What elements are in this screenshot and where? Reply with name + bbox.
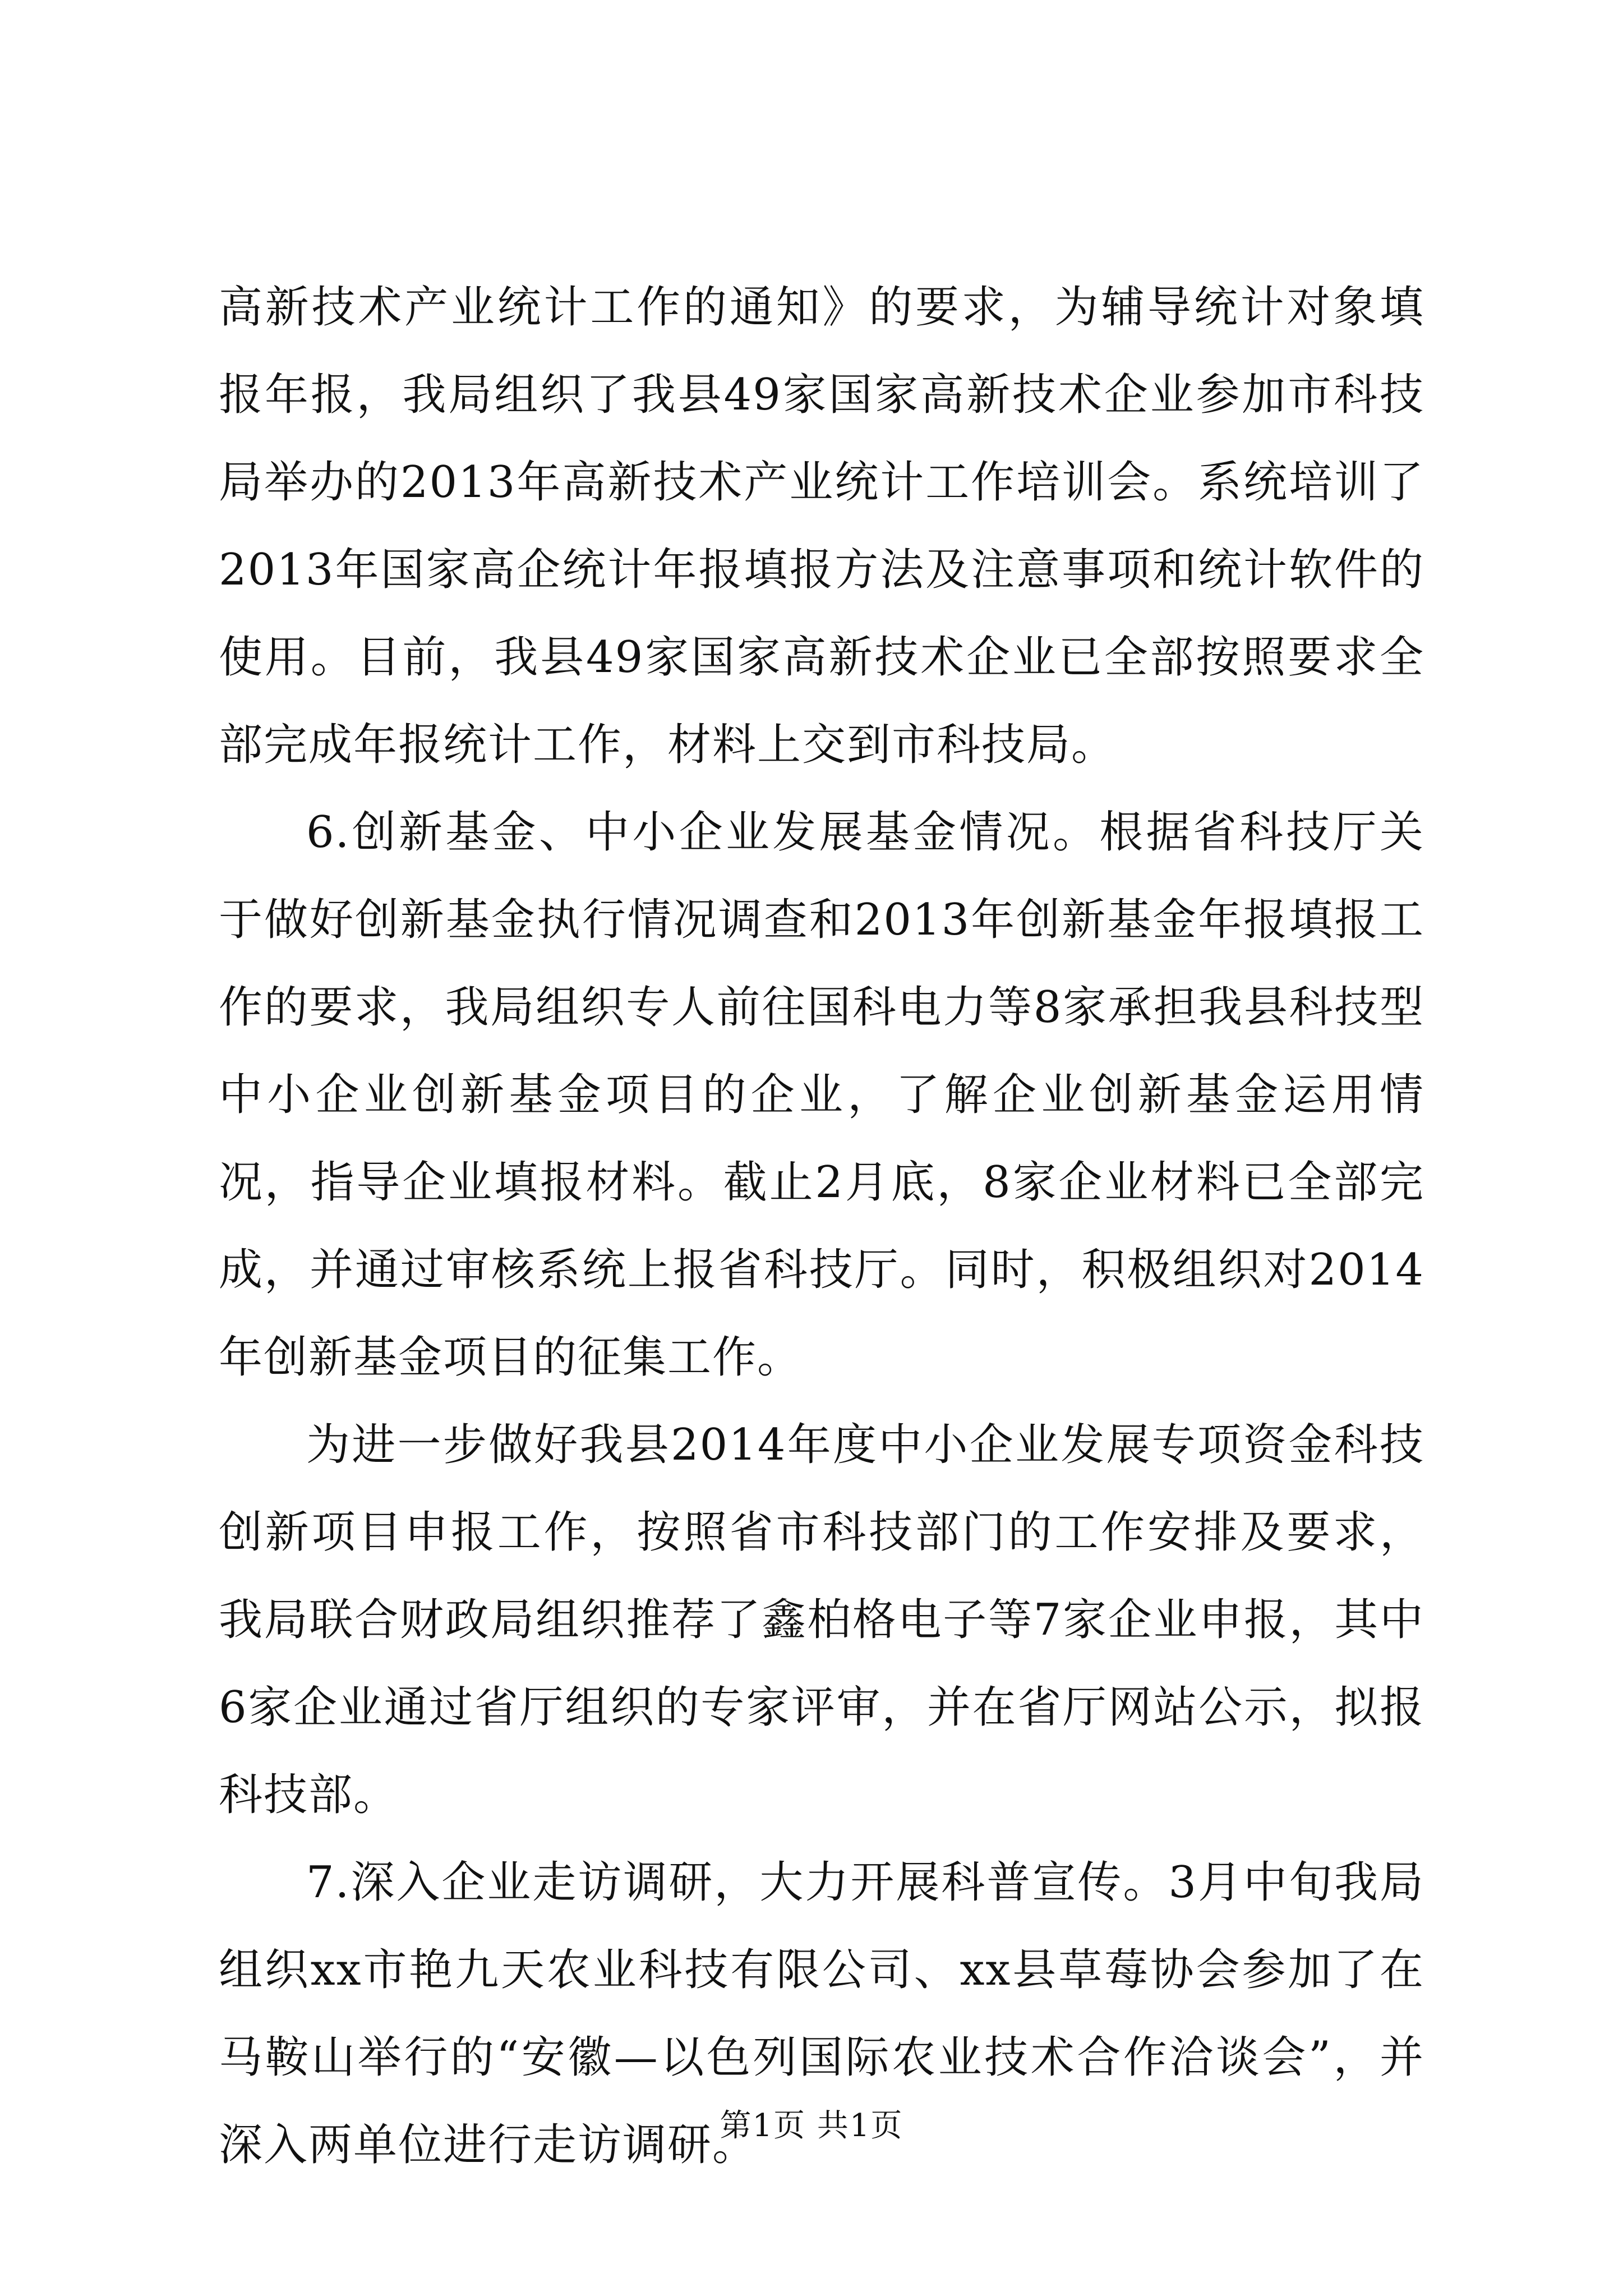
paragraph-sme-special-fund: 为进一步做好我县2014年度中小企业发展专项资金科技创新项目申报工作，按照省市科技部门的工作安排及要求，我局联合财政局组织推荐了鑫柏格电子等7家企业申报，其中6家企业通过省厅组织的专家评审，并在省厅网站公示，拟报科技部。 [219,1420,1424,1820]
page-number-footer: 第1页 共1页 [720,2108,903,2144]
paragraph-innovation-fund: 6.创新基金、中小企业发展基金情况。根据省科技厅关于做好创新基金执行情况调查和2013年创新基金年报填报工作的要求，我局组织专人前往国科电力等8家承担我县科技型中小企业创新基金项目的企业，了解企业创新基金运用情况，指导企业填报材料。截止2月底，8家企业材料已全部完成，并通过审核系统上报省科技厅。同时，积极组织对2014年创新基金项目的征集工作。 [219,807,1424,1383]
document-body [219,264,1424,2189]
paragraph-enterprise-visits: 7.深入企业走访调研，大力开展科普宣传。3月中旬我局组织xx市艳九天农业科技有限公司、xx县草莓协会参加了在马鞍山举行的“安徽—以色列国际农业技术合作洽谈会”，并深入两单位进行走访调研。 [219,1857,1424,2170]
paragraph-statistics-training: 高新技术产业统计工作的通知》的要求，为辅导统计对象填报年报，我局组织了我县49家国家高新技术企业参加市科技局举办的2013年高新技术产业统计工作培训会。系统培训了2013年国家高企统计年报填报方法及注意事项和统计软件的使用。目前，我县49家国家高新技术企业已全部按照要求全部完成年报统计工作，材料上交到市科技局。 [219,282,1424,770]
